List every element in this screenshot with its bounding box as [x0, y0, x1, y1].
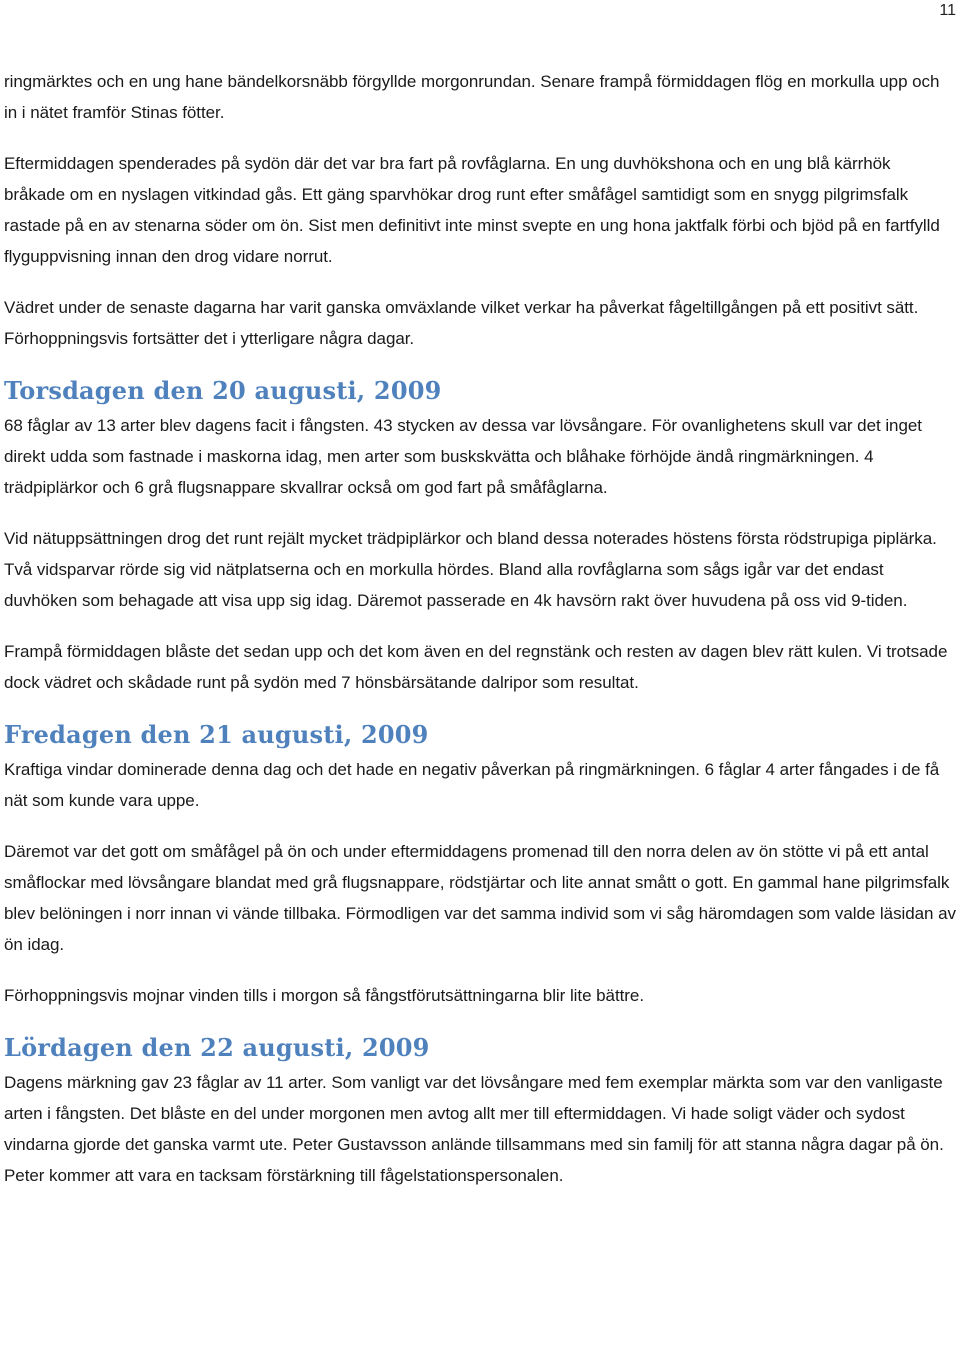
paragraph: Vid nätuppsättningen drog det runt rejält mycket trädpiplärkor och bland dessa noterades höstens första rödstrupiga piplärka. Två vidsparvar rörde sig vid nätplatserna och en morkulla hördes. Bland alla rovfåglarna som sågs igår var det endast duvhöken som behagade att visa upp sig idag. Däremot passerade en 4k havsörn rakt över huvudena på oss vid 9-tiden.	[4, 529, 937, 610]
paragraph: 68 fåglar av 13 arter blev dagens facit i fångsten. 43 stycken av dessa var lövsångare. För ovanlighetens skull var det inget direkt udda som fastnade i maskorna idag, men arter som buskskvätta och blåhake förhöjde ändå ringmärkningen. 4 trädpiplärkor och 6 grå flugsnappare skvallrar också om god fart på småfåglarna.	[4, 416, 922, 497]
paragraph: Kraftiga vindar dominerade denna dag och det hade en negativ påverkan på ringmärkningen. 6 fåglar 4 arter fångades i de få nät som kunde vara uppe.	[4, 760, 940, 810]
document-body	[4, 66, 956, 1211]
paragraph: ringmärktes och en ung hane bändelkorsnäbb förgyllde morgonrundan. Senare frampå förmiddagen flög en morkulla upp och in i nätet framför Stinas fötter.	[4, 72, 940, 122]
paragraph: Förhoppningsvis mojnar vinden tills i morgon så fångstförutsättningarna blir lite bättre.	[4, 986, 644, 1005]
paragraph: Vädret under de senaste dagarna har varit ganska omväxlande vilket verkar ha påverkat fågeltillgången på ett positivt sätt. Förhoppningsvis fortsätter det i ytterligare några dagar.	[4, 298, 919, 348]
section-heading: Torsdagen den 20 augusti, 2009	[4, 376, 442, 405]
section-heading: Lördagen den 22 augusti, 2009	[4, 1033, 430, 1062]
paragraph: Frampå förmiddagen blåste det sedan upp och det kom även en del regnstänk och resten av dagen blev rätt kulen. Vi trotsade dock vädret och skådade runt på sydön med 7 hönsbärsätande dalripor som resultat.	[4, 642, 948, 692]
paragraph: Dagens märkning gav 23 fåglar av 11 arter. Som vanligt var det lövsångare med fem exemplar märkta som var den vanligaste arten i fångsten. Det blåste en del under morgonen men avtog allt mer till eftermiddagen. Vi hade soligt väder och sydost vindarna gjorde det ganska varmt ute. Peter Gustavsson anlände tillsammans med sin familj för att stanna några dagar på ön. Peter kommer att vara en tacksam förstärkning till fågelstationspersonalen.	[4, 1073, 944, 1185]
page-number: 11	[939, 2, 956, 19]
paragraph: Eftermiddagen spenderades på sydön där det var bra fart på rovfåglarna. En ung duvhökshona och en ung blå kärrhök bråkade om en nyslagen vitkindad gås. Ett gäng sparvhökar drog runt efter småfågel samtidigt som en snygg pilgrimsfalk rastade på en av stenarna söder om ön. Sist men definitivt inte minst svepte en ung hona jaktfalk förbi och bjöd på en fartfylld flyguppvisning innan den drog vidare norrut.	[4, 154, 940, 266]
section-heading: Fredagen den 21 augusti, 2009	[4, 720, 429, 749]
paragraph: Däremot var det gott om småfågel på ön och under eftermiddagens promenad till den norra delen av ön stötte vi på ett antal småflockar med lövsångare blandat med grå flugsnappare, rödstjärtar och lite annat smått o gott. En gammal hane pilgrimsfalk blev belöningen i norr innan vi vände tillbaka. Förmodligen var det samma individ som vi såg häromdagen som valde läsidan av ön idag.	[4, 842, 956, 954]
